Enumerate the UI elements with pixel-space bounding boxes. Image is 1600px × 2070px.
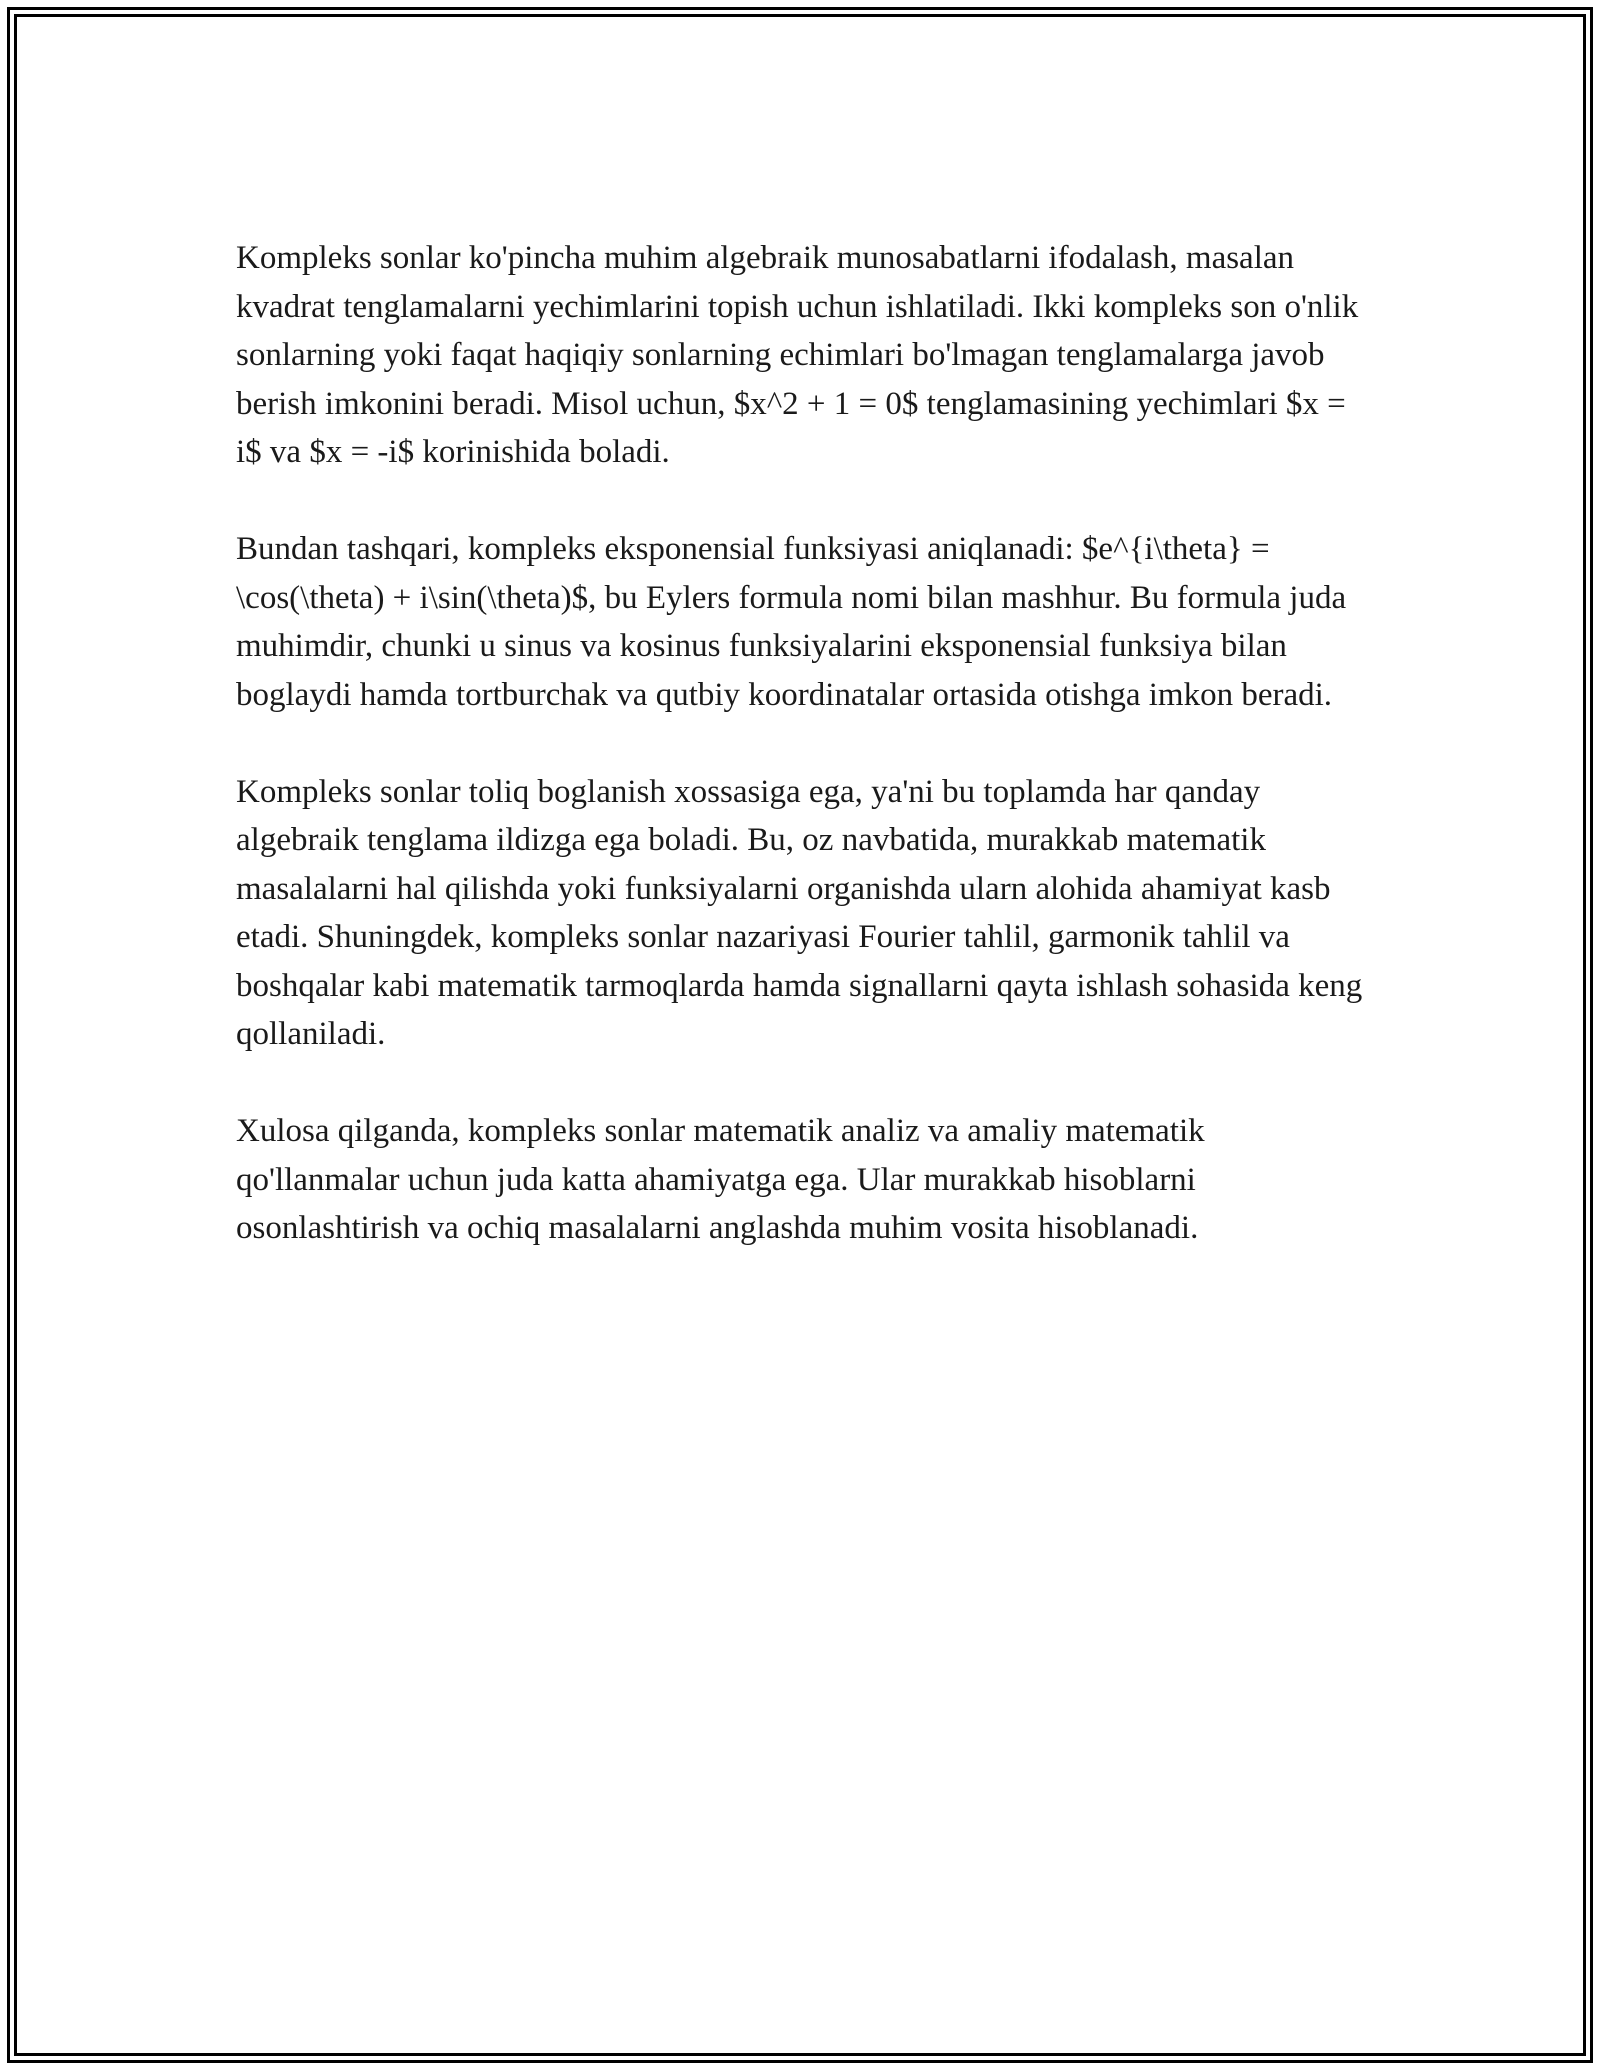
paragraph-3: Kompleks sonlar toliq boglanish xossasiga ega, ya'ni bu toplamda har qanday algebraik tenglama ildizga ega boladi. Bu, oz navbatida, murakkab matematik masalalarni hal qilishda yoki funksiyalarni organishda ularn alohida ahamiyat kasb etadi. Shuningdek, kompleks sonlar nazariyasi Fourier tahlil, garmonik tahlil va boshqalar kabi matematik tarmoqlarda hamda signallarni qayta ishlash sohasida keng qollaniladi. xyxy=(236,773,1363,1052)
paragraph-1: Kompleks sonlar ko'pincha muhim algebraik munosabatlarni ifodalash, masalan kvadrat tenglamalarni yechimlarini topish uchun ishlatiladi. Ikki kompleks son o'nlik sonlarning yoki faqat haqiqiy sonlarning echimlari bo'lmagan tenglamalarga javob berish imkonini beradi. Misol uchun, $x^2 + 1 = 0$ tenglamasining yechimlari $x = i$ va $x = -i$ korinishida boladi. xyxy=(236,240,1359,470)
paragraph-4: Xulosa qilganda, kompleks sonlar matematik analiz va amaliy matematik qo'llanmalar uchun juda katta ahamiyatga ega. Ular murakkab hisoblarni osonlashtirish va ochiq masalalarni anglashda muhim vosita hisoblanadi. xyxy=(236,1113,1205,1246)
paragraph-2: Bundan tashqari, kompleks eksponensial funksiyasi aniqlanadi: $e^{i\theta} = \cos(\theta) + i\sin(\theta)$, bu Eylers formula nomi bilan mashhur. Bu formula juda muhimdir, chunki u sinus va kosinus funksiyalarini eksponensial funksiya bilan boglaydi hamda tortburchak va qutbiy koordinatalar ortasida otishga imkon beradi. xyxy=(236,531,1347,713)
document-body xyxy=(236,234,1366,1301)
